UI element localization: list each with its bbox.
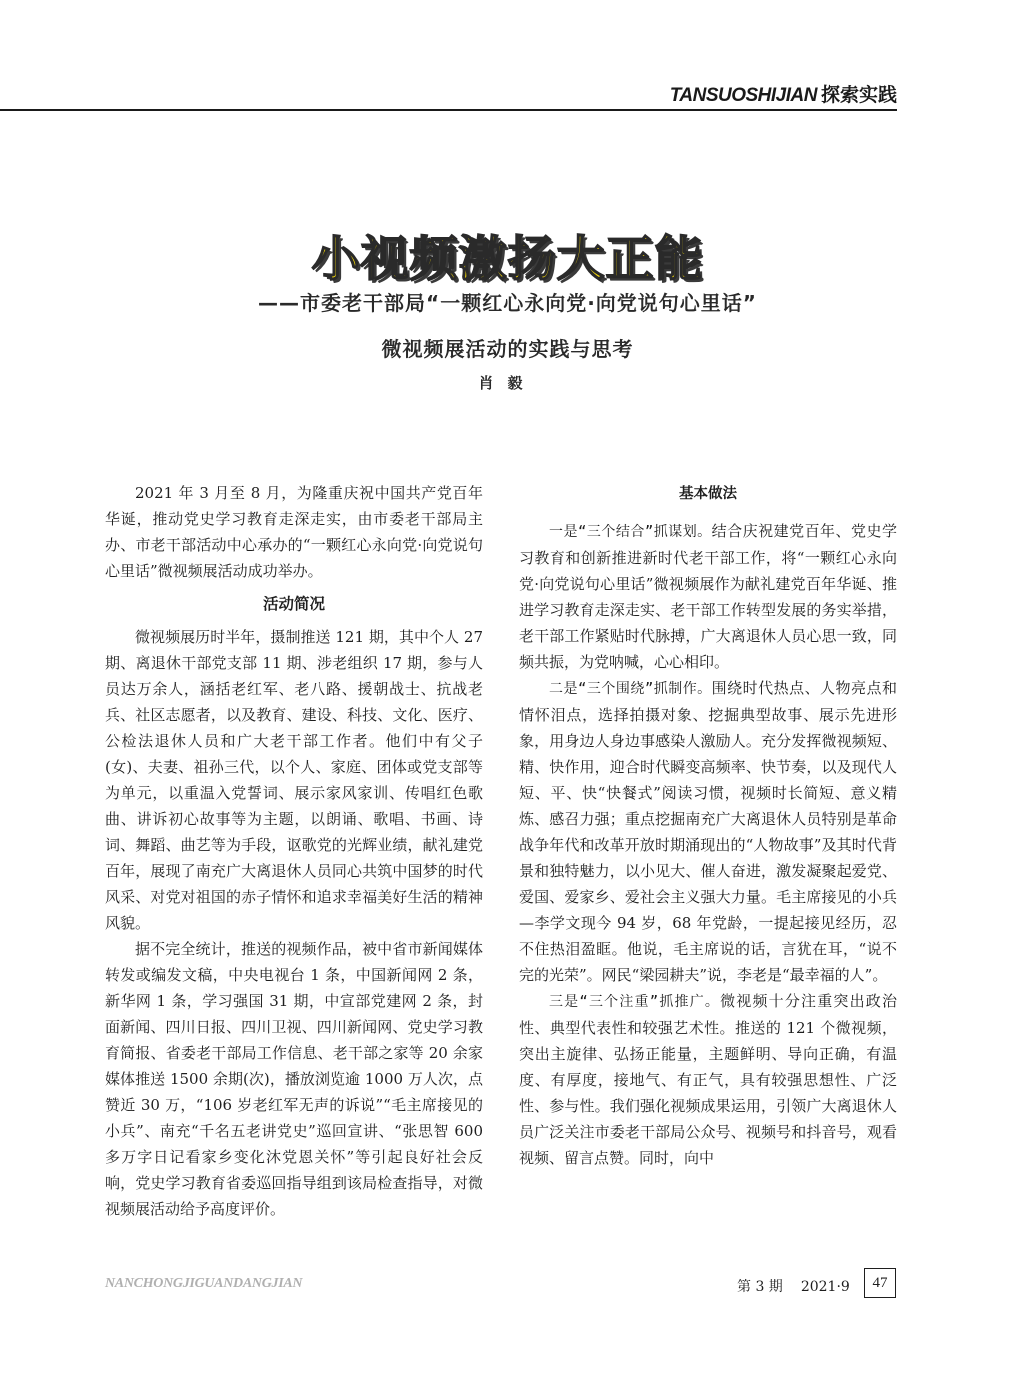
overview-paragraph-2: 据不完全统计，推送的视频作品，被中省市新闻媒体转发或编发文稿，中央电视台 1 条，中国新闻网 2 条，新华网 1 条，学习强国 31 期，中宣部党建网 2 条，封面新闻、四川日报、四川卫视、四川新闻网、党史学习教育简报、省委老干部局工作信息、老干部之家等 20 余家媒体推送 1500 余期(次)，播放浏览逾 1000 万人次，点赞近 30 万，“106 岁老红军无声的诉说”“毛主席接见的小兵”、南充“千名五老讲党史”巡回宣讲、“张思智 600 多万字日记看家乡变化沐党恩关怀”等引起良好社会反响，党史学习教育省委巡回指导组到该局检查指导，对微视频展活动给予高度评价。 — [105, 940, 483, 1218]
section-heading-overview: 活动简况 — [262, 595, 325, 613]
method-2-lead: 二是“三个围绕”抓制作。 — [549, 681, 712, 697]
right-column — [519, 482, 897, 1171]
overview-paragraph-1: 微视频展历时半年，摄制推送 121 期，其中个人 27 期、离退休干部党支部 11 期、涉老组织 17 期，参与人员达万余人，涵括老红军、老八路、援朝战士、抗战老兵、社区志愿者，以及教育、建设、科技、文化、医疗、公检法退休人员和广大老干部工作者。他们中有父子(女)、夫妻、祖孙三代，以个人、家庭、团体或党支部等为单元，以重温入党誓词、展示家风家训、传唱红色歌曲、讲诉初心故事等为主题，以朗诵、歌唱、书画、诗词、舞蹈、曲艺等为手段，讴歌党的光辉业绩，献礼建党百年，展现了南充广大离退休人员同心共筑中国梦的时代风采、对党对祖国的赤子情怀和追求幸福美好生活的精神风貌。 — [105, 628, 483, 932]
header-latin: TANSUOSHIJIAN — [669, 85, 817, 106]
running-header — [670, 80, 897, 107]
method-paragraph-2 — [519, 675, 897, 988]
article-author: 肖毅 — [478, 374, 537, 392]
method-1-body: 结合庆祝建党百年、党史学习教育和创新推进新时代老干部工作，将“一颗红心永向党·向党说句心里话”微视频展作为献礼建党百年华诞、推进学习教育走深走实、老干部工作转型发展的务实举措，老干部工作紧贴时代脉搏，广大离退休人员心思一致，同频共振，为党呐喊，心心相印。 — [519, 522, 897, 671]
method-2-body: 围绕时代热点、人物亮点和情怀泪点，选择拍摄对象、挖掘典型故事、展示先进形象，用身边人身边事感染人激励人。充分发挥微视频短、精、快作用，迎合时代瞬变高频率、快节奏，以及现代人短、平、快“快餐式”阅读习惯，视频时长简短、意义精炼、感召力强；重点挖掘南充广大离退休人员特别是革命战争年代和改革开放时期涌现出的“人物故事”及其时代背景和独特魅力，以小见大、催人奋进，激发凝聚起爱党、爱国、爱家乡、爱社会主义强大力量。毛主席接见的小兵—李学文现今 94 岁，68 年党龄，一提起接见经历，忍不住热泪盈眶。他说，毛主席说的话，言犹在耳，“说不完的光荣”。网民“梁园耕夫”说，李老是“最幸福的人”。 — [519, 679, 897, 984]
method-3-lead: 三是“三个注重”抓推广。 — [549, 994, 721, 1010]
header-divider — [0, 109, 897, 111]
method-paragraph-1 — [519, 518, 897, 675]
section-heading-methods: 基本做法 — [679, 486, 737, 502]
footer-issue: 第 3 期 — [737, 1279, 783, 1295]
left-column — [105, 480, 483, 1222]
article-title: 小视频激扬大正能 — [311, 231, 704, 287]
footer-issue-info — [737, 1276, 850, 1296]
header-cn: 探索实践 — [820, 85, 897, 106]
article-subtitle-line-2: 微视频展活动的实践与思考 — [381, 337, 634, 361]
method-paragraph-3 — [519, 988, 897, 1171]
page-number: 47 — [864, 1268, 896, 1298]
footer-journal-name: NANCHONGJIGUANDANGJIAN — [105, 1276, 303, 1291]
method-1-lead: 一是“三个结合”抓谋划。 — [549, 524, 712, 540]
method-3-body: 微视频十分注重突出政治性、典型代表性和较强艺术性。推送的 121 个微视频，突出主旋律、弘扬正能量，主题鲜明、导向正确，有温度、有厚度，接地气、有正气，具有较强思想性、广泛性、参与性。我们强化视频成果运用，引领广大离退休人员广泛关注市委老干部局公众号、视频号和抖音号，观看视频、留言点赞。同时，向中 — [519, 992, 897, 1167]
article-subtitle-line-1: ——市委老干部局“一颗红心永向党·向党说句心里话” — [258, 291, 757, 315]
footer-date: 2021·9 — [800, 1279, 850, 1295]
intro-paragraph: 2021 年 3 月至 8 月，为隆重庆祝中国共产党百年华诞，推动党史学习教育走深走实，由市委老干部局主办、市老干部活动中心承办的“一颗红心永向党·向党说句心里话”微视频展活动成功举办。 — [105, 484, 483, 580]
